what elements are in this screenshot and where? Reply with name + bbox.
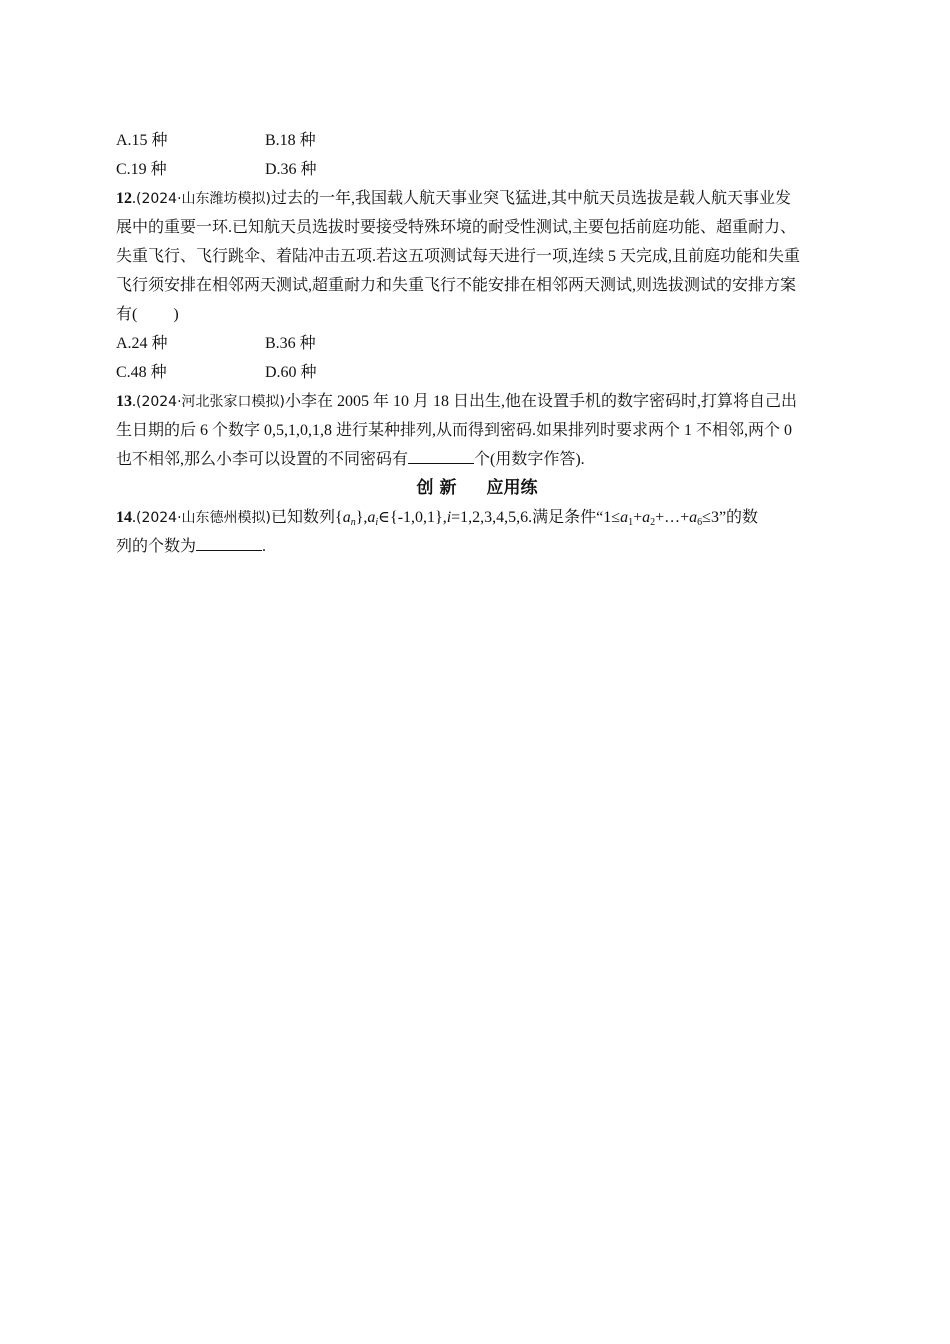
q12-option-b[interactable]: B.36 种 — [265, 335, 316, 352]
q13-line-2: 生日期的后 6 个数字 0,5,1,0,1,8 进行某种排列,从而得到密码.如果排列时要求两个 1 不相邻,两个 0 — [116, 422, 793, 439]
q11-option-b[interactable]: B.18 种 — [265, 132, 316, 149]
q12-option-a[interactable]: A.24 种 — [116, 335, 168, 352]
q11-options-row-2 — [116, 155, 838, 184]
q14-line-1: 14.(2024·山东德州模拟)已知数列$\{a_n\},a_i\in\{-1,0,1\},i=1,2,3,4,5,6$.满足条件“$1\le a_1+a_2+\dots+a_6\le 3$”的数 — [116, 509, 759, 528]
q12-source: (2024·山东潍坊模拟) — [136, 191, 272, 207]
q12-options-row-2 — [116, 358, 838, 387]
q12-line-5 — [116, 300, 838, 329]
q12-options-row-1 — [116, 329, 838, 358]
q13-number: 13 — [116, 393, 132, 410]
q13-source: (2024·河北张家口模拟) — [136, 394, 286, 410]
q13-answer-blank[interactable] — [408, 449, 474, 464]
q14-line-2: 列的个数为 . — [116, 538, 267, 555]
q11-options-row-1 — [116, 126, 838, 155]
q14-number: 14 — [116, 509, 132, 526]
q13-text-1: 小李在 2005 年 10 月 18 日出生,他在设置手机的数字密码时,打算将自己出 — [285, 393, 798, 410]
q11-option-a[interactable]: A.15 种 — [116, 132, 168, 149]
q13-line-1: 13.(2024·河北张家口模拟)小李在 2005 年 10 月 18 日出生,他在设置手机的数字密码时,打算将自己出 — [116, 393, 798, 410]
q12-line-1: 12.(2024·山东潍坊模拟)过去的一年,我国载人航天事业突飞猛进,其中航天员选拔是载人航天事业发 — [116, 190, 792, 207]
q12-line-2: 展中的重要一环.已知航天员选拔时要接受特殊环境的耐受性测试,主要包括前庭功能、超重耐力、 — [116, 219, 797, 236]
q12-line-4: 飞行须安排在相邻两天测试,超重耐力和失重飞行不能安排在相邻两天测试,则选拔测试的安排方案 — [116, 277, 797, 294]
q12-text-5: 有( — [116, 306, 138, 323]
q13-tail: 个(用数字作答). — [474, 451, 585, 468]
q11-option-d[interactable]: D.36 种 — [265, 161, 317, 178]
q14-text-2: 列的个数为 — [116, 538, 197, 555]
q12-option-c[interactable]: C.48 种 — [116, 364, 167, 381]
q12-text-1: 过去的一年,我国载人航天事业突飞猛进,其中航天员选拔是载人航天事业发 — [271, 190, 792, 207]
section-heading-right: 应用练 — [486, 478, 538, 498]
section-heading-left: 创 新 — [416, 478, 457, 498]
q14-source: (2024·山东德州模拟) — [136, 510, 272, 526]
q11-option-c[interactable]: C.19 种 — [116, 161, 167, 178]
q12-option-d[interactable]: D.60 种 — [265, 364, 317, 381]
q12-paren-close: ) — [173, 306, 179, 323]
q13-line-3 — [116, 445, 838, 474]
section-heading — [116, 474, 838, 503]
q14-answer-blank[interactable] — [196, 536, 262, 551]
q13-text-3: 也不相邻,那么小李可以设置的不同密码有 — [116, 451, 409, 468]
q12-number: 12 — [116, 190, 132, 207]
q12-line-3: 失重飞行、飞行跳伞、着陆冲击五项.若这五项测试每天进行一项,连续 5 天完成,且前庭功能和失重 — [116, 248, 801, 265]
worksheet-page — [116, 126, 838, 561]
